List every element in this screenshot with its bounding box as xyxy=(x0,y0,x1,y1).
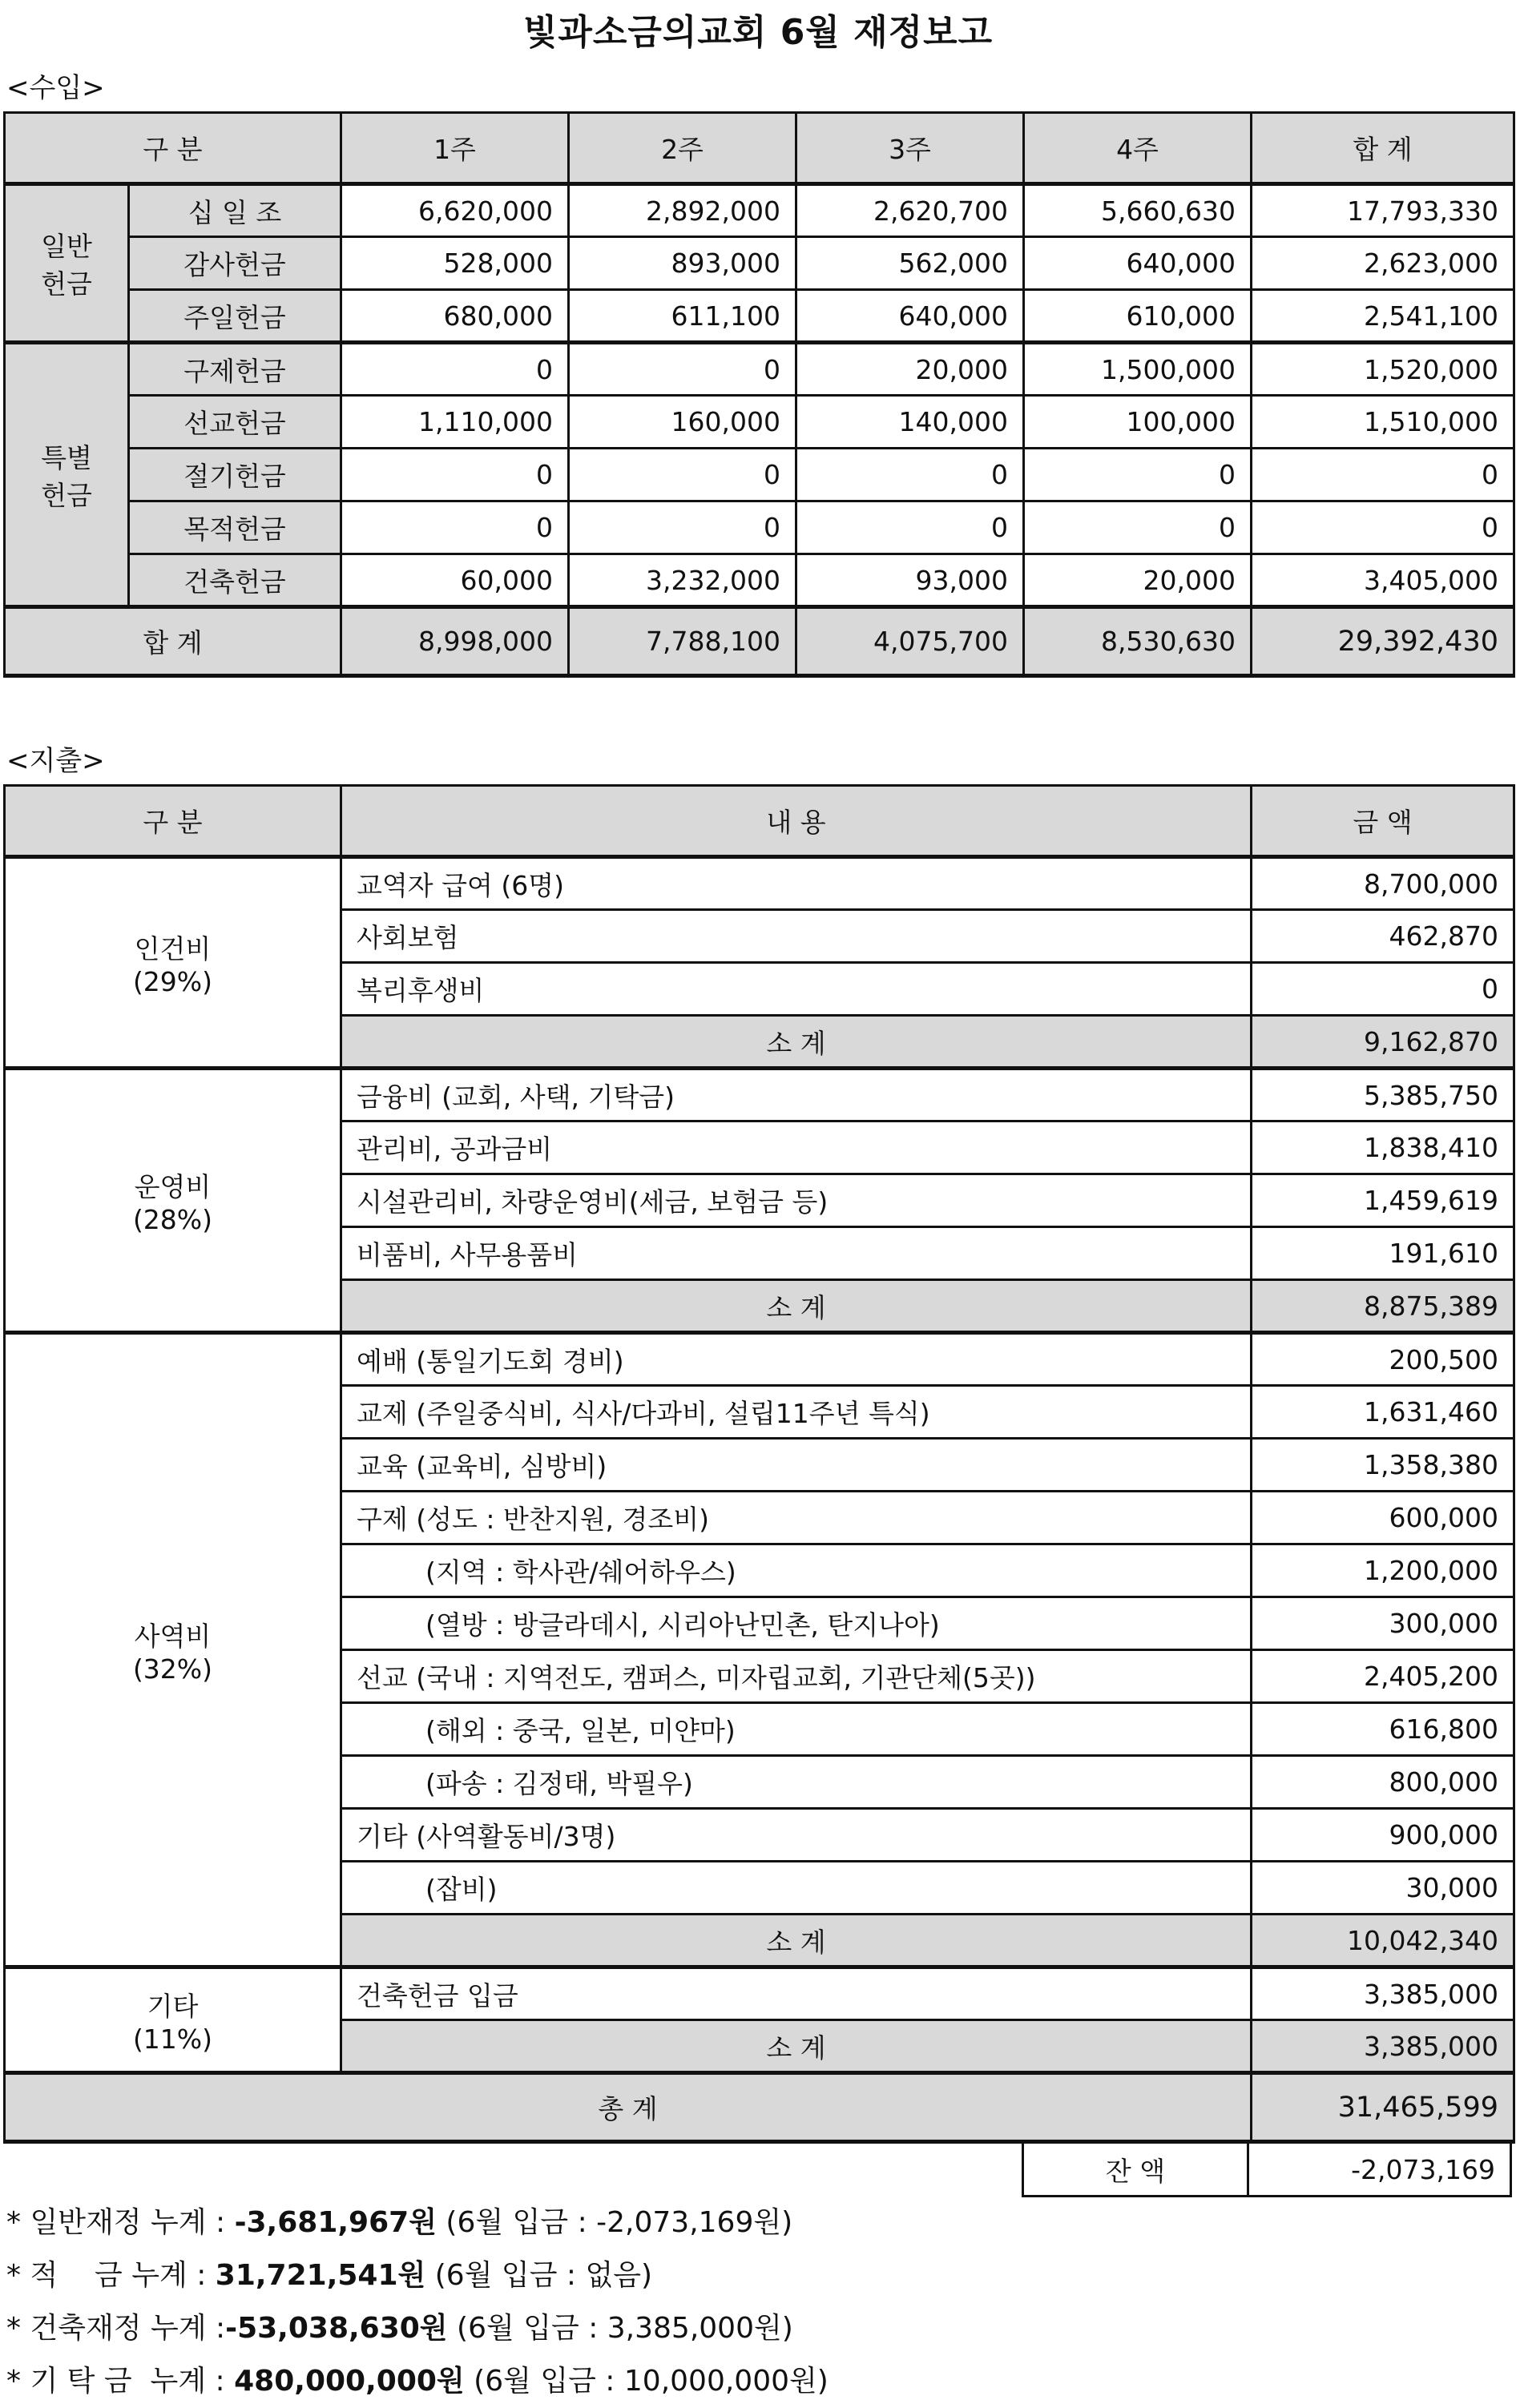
subtotal-value: 8,875,389 xyxy=(1252,1280,1514,1333)
row-label: 금융비 (교회, 사택, 기탁금) xyxy=(341,1069,1252,1121)
week-value: 640,000 xyxy=(1024,237,1252,290)
row-label: 절기헌금 xyxy=(129,449,341,501)
week-value: 893,000 xyxy=(569,237,796,290)
note-value: 31,721,541원 xyxy=(215,2259,426,2292)
row-amount: 300,000 xyxy=(1252,1597,1514,1650)
row-label: 예배 (통일기도회 경비) xyxy=(341,1333,1252,1386)
notes xyxy=(6,2197,829,2408)
header-week: 4주 xyxy=(1024,113,1252,184)
note-suffix: (6월 입금 : -2,073,169원) xyxy=(436,2206,793,2239)
row-label: 선교헌금 xyxy=(129,396,341,449)
row-label: 관리비, 공과금비 xyxy=(341,1121,1252,1174)
row-total: 17,793,330 xyxy=(1252,184,1514,237)
sum-label: 합 계 xyxy=(5,607,341,676)
row-amount: 191,610 xyxy=(1252,1227,1514,1280)
sum-value: 4,075,700 xyxy=(796,607,1024,676)
week-value: 0 xyxy=(569,449,796,501)
income-sum-row xyxy=(5,607,1514,676)
row-label: (해외 : 중국, 일본, 미얀마) xyxy=(341,1703,1252,1756)
group-name: 사역비 (32%) xyxy=(5,1333,341,1967)
week-value: 0 xyxy=(796,449,1024,501)
income-grand-total: 29,392,430 xyxy=(1252,607,1514,676)
group-name: 운영비 (28%) xyxy=(5,1069,341,1333)
group-name: 기타 (11%) xyxy=(5,1967,341,2073)
note-line xyxy=(6,2249,829,2302)
table-row xyxy=(5,1069,1514,1121)
subtotal-label: 소 계 xyxy=(341,1280,1252,1333)
week-value: 2,620,700 xyxy=(796,184,1024,237)
row-amount: 3,385,000 xyxy=(1252,1967,1514,2020)
row-label: 선교 (국내 : 지역전도, 캠퍼스, 미자립교회, 기관단체(5곳)) xyxy=(341,1650,1252,1703)
week-value: 3,232,000 xyxy=(569,554,796,607)
table-row xyxy=(5,396,1514,449)
row-label: 비품비, 사무용품비 xyxy=(341,1227,1252,1280)
header-category: 구 분 xyxy=(5,113,341,184)
row-total: 2,623,000 xyxy=(1252,237,1514,290)
header-content: 내 용 xyxy=(341,786,1252,857)
note-suffix: (6월 입금 : 없음) xyxy=(425,2259,653,2292)
week-value: 93,000 xyxy=(796,554,1024,607)
note-line xyxy=(6,2302,829,2355)
income-section-label: <수입> xyxy=(6,72,105,104)
week-value: 562,000 xyxy=(796,237,1024,290)
header-week: 2주 xyxy=(569,113,796,184)
row-label: (열방 : 방글라데시, 시리아난민촌, 탄지나아) xyxy=(341,1597,1252,1650)
table-row xyxy=(5,857,1514,910)
grand-total-row xyxy=(5,2073,1514,2142)
sum-value: 8,998,000 xyxy=(341,607,569,676)
row-total: 1,510,000 xyxy=(1252,396,1514,449)
row-label: (잡비) xyxy=(341,1862,1252,1915)
week-value: 528,000 xyxy=(341,237,569,290)
row-amount: 2,405,200 xyxy=(1252,1650,1514,1703)
week-value: 640,000 xyxy=(796,290,1024,343)
group-name: 일반 헌금 xyxy=(5,184,129,343)
row-amount: 0 xyxy=(1252,963,1514,1016)
week-value: 5,660,630 xyxy=(1024,184,1252,237)
row-label: 교육 (교육비, 심방비) xyxy=(341,1439,1252,1492)
note-value: -3,681,967원 xyxy=(234,2206,437,2239)
table-row xyxy=(5,237,1514,290)
row-total: 1,520,000 xyxy=(1252,343,1514,396)
note-prefix: * 일반재정 누계 : xyxy=(6,2206,235,2239)
balance-label: 잔 액 xyxy=(1023,2143,1248,2197)
header-category: 구 분 xyxy=(5,786,341,857)
table-row xyxy=(5,1333,1514,1386)
week-value: 2,892,000 xyxy=(569,184,796,237)
header-amount: 금 액 xyxy=(1252,786,1514,857)
week-value: 0 xyxy=(569,343,796,396)
row-total: 3,405,000 xyxy=(1252,554,1514,607)
row-amount: 900,000 xyxy=(1252,1809,1514,1862)
row-label: 시설관리비, 차량운영비(세금, 보험금 등) xyxy=(341,1174,1252,1227)
row-label: (파송 : 김정태, 박필우) xyxy=(341,1756,1252,1809)
note-prefix: * 건축재정 누계 : xyxy=(6,2312,226,2345)
row-amount: 200,500 xyxy=(1252,1333,1514,1386)
week-value: 680,000 xyxy=(341,290,569,343)
week-value: 60,000 xyxy=(341,554,569,607)
balance-box xyxy=(1022,2141,1512,2197)
week-value: 20,000 xyxy=(1024,554,1252,607)
sum-value: 7,788,100 xyxy=(569,607,796,676)
subtotal-value: 9,162,870 xyxy=(1252,1016,1514,1069)
row-total: 0 xyxy=(1252,449,1514,501)
week-value: 1,110,000 xyxy=(341,396,569,449)
table-row xyxy=(5,343,1514,396)
week-value: 0 xyxy=(569,501,796,554)
note-prefix: * 기 탁 금 누계 : xyxy=(6,2365,235,2398)
week-value: 0 xyxy=(796,501,1024,554)
grand-total-value: 31,465,599 xyxy=(1252,2073,1514,2142)
table-row xyxy=(5,184,1514,237)
row-label: 감사헌금 xyxy=(129,237,341,290)
week-value: 610,000 xyxy=(1024,290,1252,343)
row-label: 기타 (사역활동비/3명) xyxy=(341,1809,1252,1862)
week-value: 20,000 xyxy=(796,343,1024,396)
note-line xyxy=(6,2197,829,2249)
week-value: 0 xyxy=(1024,501,1252,554)
expense-section-label: <지출> xyxy=(6,745,105,777)
row-label: 건축헌금 입금 xyxy=(341,1967,1252,2020)
row-amount: 1,200,000 xyxy=(1252,1544,1514,1597)
row-amount: 5,385,750 xyxy=(1252,1069,1514,1121)
note-value: 480,000,000원 xyxy=(234,2365,465,2398)
week-value: 0 xyxy=(341,449,569,501)
week-value: 0 xyxy=(341,343,569,396)
table-row xyxy=(5,1967,1514,2020)
week-value: 611,100 xyxy=(569,290,796,343)
row-amount: 1,838,410 xyxy=(1252,1121,1514,1174)
row-label: 목적헌금 xyxy=(129,501,341,554)
row-amount: 616,800 xyxy=(1252,1703,1514,1756)
week-value: 160,000 xyxy=(569,396,796,449)
row-label: 교제 (주일중식비, 식사/다과비, 설립11주년 특식) xyxy=(341,1386,1252,1439)
expense-header-row xyxy=(5,786,1514,857)
row-total: 0 xyxy=(1252,501,1514,554)
subtotal-value: 10,042,340 xyxy=(1252,1915,1514,1967)
sum-value: 8,530,630 xyxy=(1024,607,1252,676)
group-name: 인건비 (29%) xyxy=(5,857,341,1069)
row-label: 구제헌금 xyxy=(129,343,341,396)
page-title: 빛과소금의교회 6월 재정보고 xyxy=(522,12,994,53)
week-value: 0 xyxy=(1024,449,1252,501)
row-label: 주일헌금 xyxy=(129,290,341,343)
row-amount: 1,459,619 xyxy=(1252,1174,1514,1227)
subtotal-label: 소 계 xyxy=(341,1016,1252,1069)
row-amount: 8,700,000 xyxy=(1252,857,1514,910)
table-row xyxy=(5,449,1514,501)
row-amount: 800,000 xyxy=(1252,1756,1514,1809)
header-week: 3주 xyxy=(796,113,1024,184)
row-amount: 1,358,380 xyxy=(1252,1439,1514,1492)
subtotal-label: 소 계 xyxy=(341,1915,1252,1967)
row-label: 건축헌금 xyxy=(129,554,341,607)
group-name: 특별 헌금 xyxy=(5,343,129,607)
table-row xyxy=(5,501,1514,554)
row-label: 구제 (성도 : 반찬지원, 경조비) xyxy=(341,1492,1252,1544)
note-suffix: (6월 입금 : 10,000,000원) xyxy=(464,2365,829,2398)
row-amount: 462,870 xyxy=(1252,910,1514,963)
row-amount: 1,631,460 xyxy=(1252,1386,1514,1439)
subtotal-value: 3,385,000 xyxy=(1252,2020,1514,2073)
balance-value: -2,073,169 xyxy=(1248,2143,1511,2197)
week-value: 0 xyxy=(341,501,569,554)
note-value: -53,038,630원 xyxy=(225,2312,448,2345)
income-header-row xyxy=(5,113,1514,184)
expense-table xyxy=(3,784,1515,2144)
row-label: 사회보험 xyxy=(341,910,1252,963)
note-prefix: * 적 금 누계 : xyxy=(6,2259,216,2292)
table-row xyxy=(5,554,1514,607)
table-row xyxy=(5,290,1514,343)
row-label: 십 일 조 xyxy=(129,184,341,237)
row-amount: 30,000 xyxy=(1252,1862,1514,1915)
income-table xyxy=(3,111,1515,678)
row-label: 복리후생비 xyxy=(341,963,1252,1016)
note-line xyxy=(6,2355,829,2408)
week-value: 100,000 xyxy=(1024,396,1252,449)
row-label: (지역 : 학사관/쉐어하우스) xyxy=(341,1544,1252,1597)
header-total: 합 계 xyxy=(1252,113,1514,184)
row-label: 교역자 급여 (6명) xyxy=(341,857,1252,910)
week-value: 6,620,000 xyxy=(341,184,569,237)
header-week: 1주 xyxy=(341,113,569,184)
row-amount: 600,000 xyxy=(1252,1492,1514,1544)
week-value: 140,000 xyxy=(796,396,1024,449)
week-value: 1,500,000 xyxy=(1024,343,1252,396)
note-suffix: (6월 입금 : 3,385,000원) xyxy=(447,2312,793,2345)
row-total: 2,541,100 xyxy=(1252,290,1514,343)
subtotal-label: 소 계 xyxy=(341,2020,1252,2073)
grand-total-label: 총 계 xyxy=(5,2073,1252,2142)
